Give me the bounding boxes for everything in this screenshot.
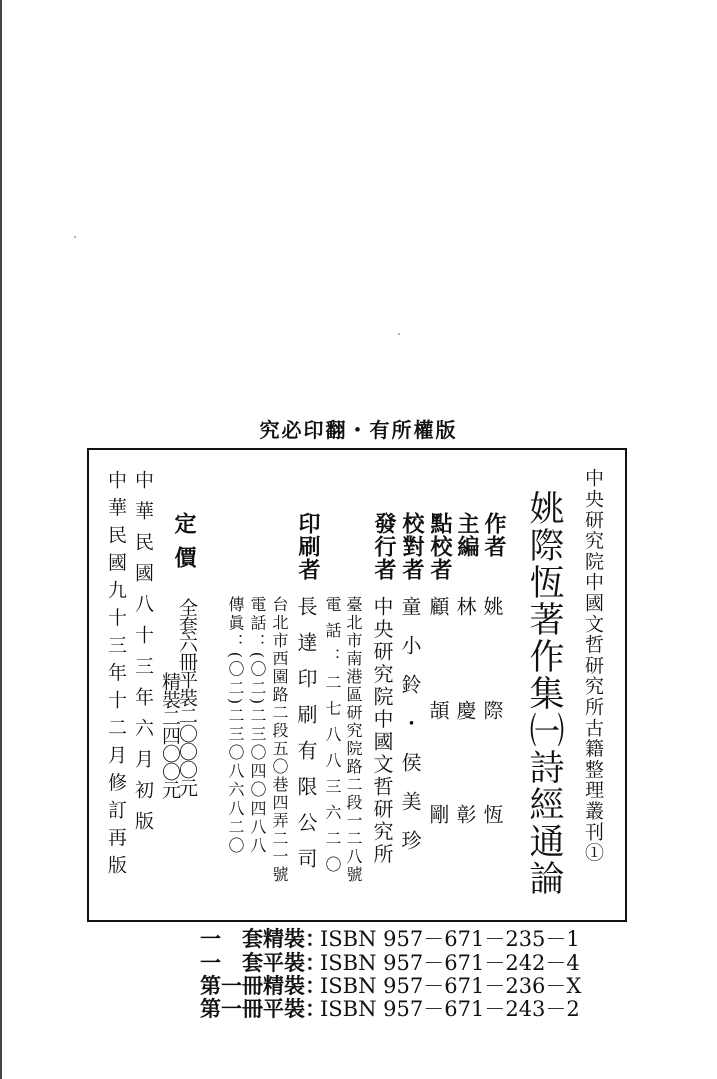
- scan-speck: [74, 236, 76, 238]
- punctuator-name: 顧頡剛: [426, 596, 450, 908]
- proofreader-label: 校對者: [399, 512, 424, 581]
- isbn-row-label: 一 套平裝：: [200, 950, 326, 975]
- copyright-notice: 究必印翻・有所權版: [259, 418, 458, 442]
- price-full-set: 全套六冊平裝二〇〇〇元: [176, 598, 198, 796]
- publisher-name: 中央研究院中國文哲研究所: [370, 596, 394, 866]
- scan-edge: [0, 0, 2, 1079]
- isbn-row-label: 第一冊平裝：: [200, 996, 326, 1021]
- author-label: 作者: [481, 512, 506, 558]
- printer-name: 長達印刷有限公司: [294, 596, 318, 884]
- isbn-row-label: 一 套精裝：: [200, 926, 326, 951]
- isbn-row-value: ISBN 957－671－243－2: [320, 997, 580, 1021]
- price-hardcover: 精裝二四〇〇元: [159, 672, 181, 798]
- isbn-row-value: ISBN 957－671－235－1: [320, 927, 580, 951]
- isbn-row: [200, 928, 580, 950]
- author-name: 姚際恆: [480, 596, 504, 908]
- publisher-label: 發行者: [371, 512, 396, 581]
- editor-label: 主編: [454, 512, 479, 558]
- book-title: 姚際恆著作集㈠詩經通論: [524, 490, 564, 897]
- isbn-row: [200, 975, 581, 997]
- isbn-row-value: ISBN 957－671－242－4: [320, 951, 580, 975]
- proofreader-names: 童小鈴・侯美珍: [398, 596, 422, 869]
- price-label: 定價: [171, 512, 196, 580]
- publisher-phone: 電話：二七八八三六二〇: [323, 596, 342, 882]
- printer-label: 印刷者: [295, 512, 320, 581]
- printer-phone: 電話：(〇二)二三〇四〇四八八: [248, 596, 267, 856]
- isbn-row-value: ISBN 957－671－236－X: [320, 974, 582, 998]
- scan-speck: [398, 333, 400, 335]
- publisher-address: 臺北市南港區研究院路二段一二八號: [344, 596, 363, 884]
- isbn-row-label: 第一冊精裝：: [200, 973, 326, 998]
- revised-edition-date: 中華民國九十三年十二月修訂再版: [105, 470, 127, 883]
- isbn-row: [200, 952, 580, 974]
- isbn-row: [200, 998, 580, 1020]
- printer-fax: 傳眞：(〇二)二三〇八六八二〇: [226, 596, 245, 856]
- editor-name: 林慶彰: [453, 596, 477, 908]
- printer-address: 台北市西園路二段五〇巷四弄二一號: [270, 596, 289, 884]
- first-edition-date: 中華民國八十三年六月初版: [132, 470, 154, 842]
- punctuator-label: 點校者: [427, 512, 452, 581]
- series-title: 中央研究院中國文哲研究所古籍整理叢刊①: [582, 468, 604, 864]
